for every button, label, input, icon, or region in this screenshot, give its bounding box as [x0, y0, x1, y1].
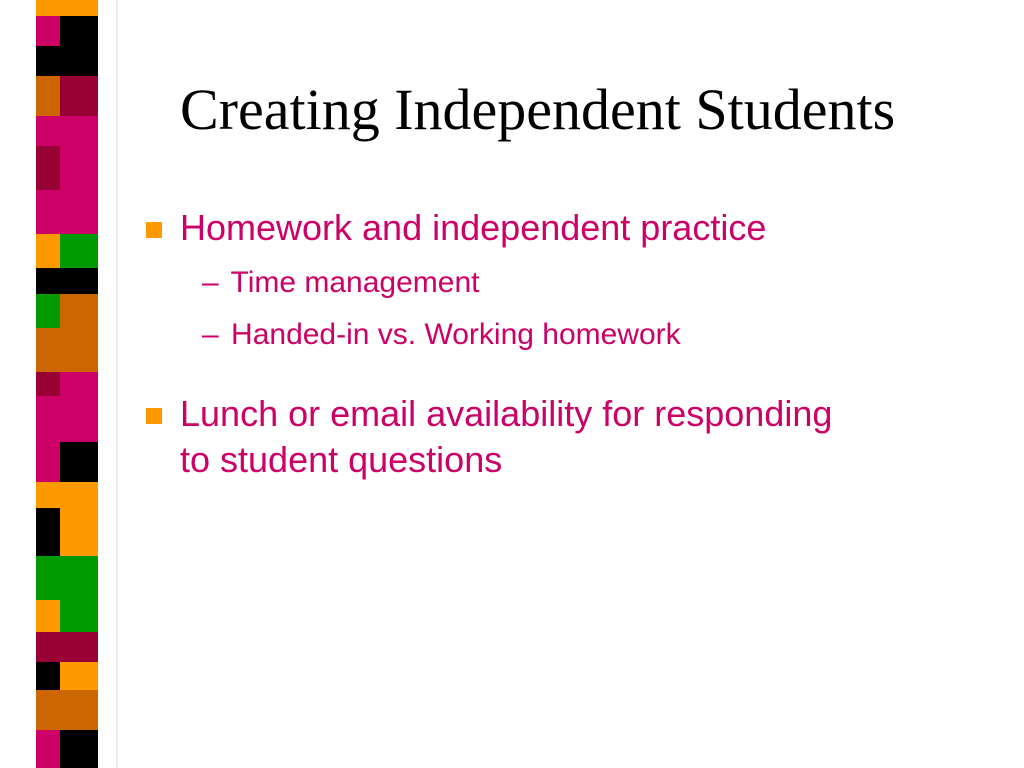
stripe-block	[60, 442, 98, 482]
stripe-block	[60, 116, 98, 146]
stripe-block	[60, 268, 98, 294]
bullet-text: Homework and independent practice	[180, 207, 767, 248]
stripe-block	[60, 600, 98, 632]
stripe-block	[60, 556, 98, 600]
bullet-text: Lunch or email availability for responding to student questions	[180, 393, 833, 480]
stripe-block	[60, 46, 98, 76]
stripe-block	[60, 508, 98, 556]
stripe-block	[60, 234, 98, 268]
stripe-block	[60, 0, 98, 16]
bullet-item-homework	[140, 205, 1000, 251]
stripe-block	[60, 372, 98, 396]
stripe-margin	[0, 0, 8, 768]
sub-bullet-text: Handed-in vs. Working homework	[231, 318, 681, 351]
stripe-block	[60, 294, 98, 328]
slide-body	[140, 205, 1000, 483]
sub-bullet-time-management	[140, 263, 1000, 303]
sub-bullet-handed-in	[140, 315, 1000, 355]
sub-bullet-text: Time management	[230, 266, 480, 299]
stripe-block	[60, 328, 98, 372]
stripe-block	[60, 146, 98, 190]
stripe-block	[60, 482, 98, 508]
stripe-block	[60, 396, 98, 442]
decorative-stripe	[0, 0, 120, 768]
square-bullet-icon	[146, 222, 162, 238]
stripe-rule	[116, 0, 118, 768]
dash-marker: –	[202, 318, 219, 351]
square-bullet-icon	[146, 408, 162, 424]
bullet-item-lunch-email	[140, 391, 840, 483]
stripe-block	[60, 16, 98, 46]
stripe-block	[60, 690, 98, 730]
stripe-block	[60, 730, 98, 768]
stripe-block	[60, 662, 98, 690]
stripe-block	[60, 632, 98, 662]
slide-title: Creating Independent Students	[180, 77, 896, 142]
stripe-block	[60, 76, 98, 116]
stripe-block	[60, 190, 98, 234]
dash-marker: –	[202, 266, 219, 299]
